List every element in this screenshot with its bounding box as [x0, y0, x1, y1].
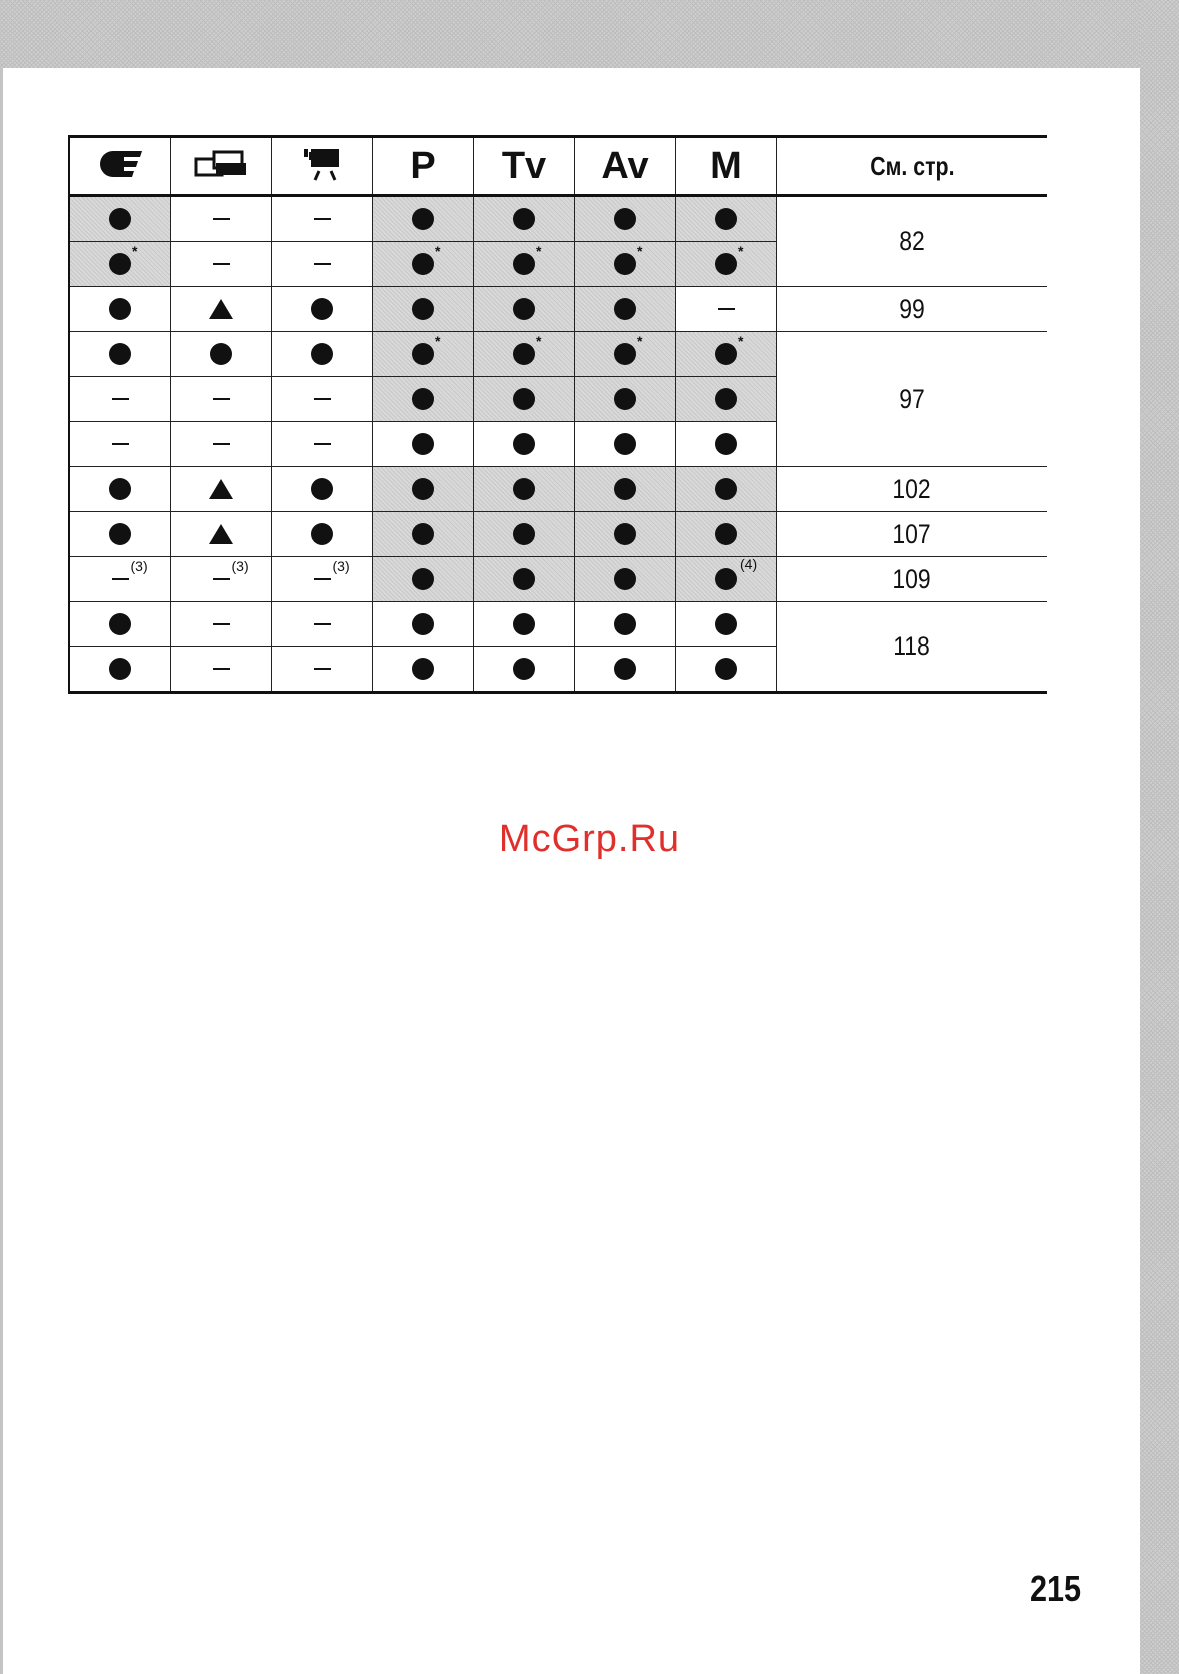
table-row — [69, 512, 1047, 557]
cell-symbol — [412, 333, 441, 365]
asterisk-mark: * — [536, 333, 542, 349]
cell-symbol — [715, 333, 744, 365]
asterisk-mark: * — [637, 333, 643, 349]
cell-symbol — [715, 478, 737, 500]
table-cell — [171, 467, 272, 512]
table-cell — [69, 377, 171, 422]
see-page-number: 82 — [899, 226, 925, 256]
available-dot-icon — [513, 298, 535, 320]
table-cell — [69, 422, 171, 467]
table-cell — [676, 557, 777, 602]
unavailable-dash-icon — [112, 443, 129, 445]
available-dot-icon — [109, 298, 131, 320]
footnote-mark: (3) — [231, 558, 249, 574]
available-dot-icon — [715, 658, 737, 680]
table-cell — [272, 242, 373, 287]
table-row — [69, 332, 1047, 377]
table-cell — [676, 377, 777, 422]
available-dot-icon — [412, 208, 434, 230]
available-dot-icon — [412, 568, 434, 590]
unavailable-dash-icon — [112, 398, 129, 400]
unavailable-dash-icon — [213, 578, 230, 580]
available-dot-icon — [513, 568, 535, 590]
table-cell — [373, 467, 474, 512]
table-cell — [272, 377, 373, 422]
available-dot-icon — [715, 613, 737, 635]
col-movie — [272, 137, 373, 196]
table-cell — [373, 422, 474, 467]
asterisk-mark: * — [536, 243, 542, 259]
cell-symbol — [614, 568, 636, 590]
table-cell — [373, 377, 474, 422]
triangle-icon — [209, 299, 233, 319]
see-page-number: 107 — [892, 518, 932, 549]
cell-symbol — [513, 478, 535, 500]
available-dot-icon — [109, 208, 131, 230]
cell-symbol — [513, 388, 535, 410]
col-see-page: См. стр. — [777, 137, 1048, 196]
available-dot-icon — [614, 298, 636, 320]
table-cell — [373, 332, 474, 377]
table-cell — [676, 332, 777, 377]
table-cell — [171, 242, 272, 287]
table-row — [69, 467, 1047, 512]
full-auto-mode-icon — [94, 149, 146, 179]
table-cell — [575, 467, 676, 512]
table-cell — [171, 602, 272, 647]
available-dot-icon — [109, 523, 131, 545]
asterisk-mark: * — [435, 333, 441, 349]
table-cell — [676, 602, 777, 647]
table-cell — [272, 557, 373, 602]
available-dot-icon — [513, 433, 535, 455]
table-cell — [69, 512, 171, 557]
table-cell — [272, 512, 373, 557]
table-cell — [474, 332, 575, 377]
col-p: P — [373, 137, 474, 196]
scan-left-edge — [0, 68, 3, 1674]
cell-symbol — [718, 300, 735, 318]
table-cell — [474, 377, 575, 422]
available-dot-icon — [412, 343, 434, 365]
see-page-number: 109 — [892, 563, 932, 594]
cell-symbol — [513, 613, 535, 635]
table-cell — [575, 557, 676, 602]
table-cell — [171, 196, 272, 242]
see-page-cell — [777, 196, 1048, 287]
cell-symbol — [314, 255, 331, 273]
table-cell — [373, 287, 474, 332]
cell-symbol — [314, 615, 331, 633]
table-cell — [69, 602, 171, 647]
page-number: 215 — [1030, 1568, 1082, 1609]
table-cell — [69, 557, 171, 602]
cell-symbol — [614, 478, 636, 500]
cell-symbol — [314, 558, 350, 588]
movie-camera-icon — [301, 147, 343, 181]
available-dot-icon — [109, 478, 131, 500]
cell-symbol — [109, 478, 131, 500]
unavailable-dash-icon — [213, 668, 230, 670]
cell-symbol — [614, 243, 643, 275]
table-cell — [171, 332, 272, 377]
cell-symbol — [112, 390, 129, 408]
cell-symbol — [109, 343, 131, 365]
see-page-cell — [777, 557, 1048, 602]
cell-symbol — [109, 243, 138, 275]
available-dot-icon — [412, 478, 434, 500]
table-cell — [272, 287, 373, 332]
table-cell — [69, 647, 171, 693]
available-dot-icon — [715, 433, 737, 455]
table-cell — [474, 422, 575, 467]
cell-symbol — [412, 568, 434, 590]
cell-symbol — [213, 390, 230, 408]
cell-symbol — [412, 523, 434, 545]
cell-symbol — [314, 435, 331, 453]
available-dot-icon — [715, 253, 737, 275]
unavailable-dash-icon — [213, 623, 230, 625]
table-cell — [474, 602, 575, 647]
table-cell — [171, 557, 272, 602]
cell-symbol — [209, 299, 233, 319]
table-cell — [474, 557, 575, 602]
available-dot-icon — [412, 388, 434, 410]
cell-symbol — [112, 558, 148, 588]
table-cell — [373, 557, 474, 602]
table-cell — [272, 422, 373, 467]
table-cell — [575, 332, 676, 377]
unavailable-dash-icon — [718, 308, 735, 310]
cell-symbol — [614, 388, 636, 410]
table-cell — [575, 377, 676, 422]
available-dot-icon — [412, 658, 434, 680]
table-cell — [272, 602, 373, 647]
table-cell — [171, 512, 272, 557]
see-page-number: 99 — [899, 293, 925, 324]
cell-symbol — [614, 208, 636, 230]
available-dot-icon — [412, 613, 434, 635]
cell-symbol — [513, 333, 542, 365]
footnote-mark: (4) — [740, 556, 758, 572]
table-cell — [272, 647, 373, 693]
cell-symbol — [715, 523, 737, 545]
table-cell — [69, 196, 171, 242]
unavailable-dash-icon — [314, 398, 331, 400]
table-cell — [474, 467, 575, 512]
see-page-cell — [777, 512, 1048, 557]
cell-symbol — [213, 435, 230, 453]
see-page-number: 97 — [899, 383, 925, 414]
available-dot-icon — [210, 343, 232, 365]
table-cell — [373, 242, 474, 287]
table-cell — [171, 647, 272, 693]
cell-symbol — [311, 343, 333, 365]
table-cell — [272, 467, 373, 512]
available-dot-icon — [715, 208, 737, 230]
footnote-mark: (3) — [130, 558, 148, 574]
available-dot-icon — [513, 523, 535, 545]
unavailable-dash-icon — [213, 398, 230, 400]
cell-symbol — [715, 613, 737, 635]
watermark: McGrp.Ru — [498, 818, 681, 860]
cell-symbol — [314, 660, 331, 678]
table-cell — [474, 512, 575, 557]
table-cell — [272, 332, 373, 377]
triangle-icon — [209, 479, 233, 499]
available-dot-icon — [715, 568, 737, 590]
cell-symbol — [715, 208, 737, 230]
see-page-number: 118 — [893, 631, 931, 661]
available-dot-icon — [614, 478, 636, 500]
cell-symbol — [412, 613, 434, 635]
see-page-cell — [777, 602, 1048, 693]
table-row — [69, 557, 1047, 602]
table-cell — [575, 196, 676, 242]
see-page-cell — [777, 287, 1048, 332]
table-cell — [171, 377, 272, 422]
table-cell — [676, 467, 777, 512]
table-cell — [373, 512, 474, 557]
asterisk-mark: * — [132, 243, 138, 259]
table-cell — [69, 287, 171, 332]
available-dot-icon — [614, 613, 636, 635]
cell-symbol — [513, 208, 535, 230]
unavailable-dash-icon — [213, 443, 230, 445]
col-av: Av — [575, 137, 676, 196]
cell-symbol — [412, 478, 434, 500]
table-cell — [171, 422, 272, 467]
table-cell — [676, 512, 777, 557]
available-dot-icon — [614, 388, 636, 410]
available-dot-icon — [513, 658, 535, 680]
table-cell — [474, 196, 575, 242]
available-dot-icon — [715, 388, 737, 410]
table-cell — [676, 647, 777, 693]
table-cell — [272, 196, 373, 242]
col-stitch-assist — [171, 137, 272, 196]
asterisk-mark: * — [738, 243, 744, 259]
available-dot-icon — [412, 433, 434, 455]
cell-symbol — [614, 298, 636, 320]
available-dot-icon — [614, 253, 636, 275]
cell-symbol — [213, 660, 230, 678]
cell-symbol — [412, 298, 434, 320]
cell-symbol — [715, 243, 744, 275]
available-dot-icon — [513, 208, 535, 230]
col-tv: Tv — [474, 137, 575, 196]
table-cell — [575, 422, 676, 467]
table-cell — [575, 647, 676, 693]
table-cell — [676, 196, 777, 242]
cell-symbol — [210, 343, 232, 365]
table-body — [69, 196, 1047, 693]
available-dot-icon — [109, 613, 131, 635]
table-cell — [373, 602, 474, 647]
cell-symbol — [715, 658, 737, 680]
available-dot-icon — [109, 658, 131, 680]
cell-symbol — [715, 556, 758, 590]
available-dot-icon — [614, 433, 636, 455]
table-cell — [69, 332, 171, 377]
see-page-number: 102 — [892, 473, 932, 504]
available-dot-icon — [311, 523, 333, 545]
cell-symbol — [412, 433, 434, 455]
cell-symbol — [614, 523, 636, 545]
table-cell — [676, 287, 777, 332]
available-dot-icon — [715, 478, 737, 500]
triangle-icon — [209, 524, 233, 544]
cell-symbol — [513, 243, 542, 275]
table-cell — [69, 467, 171, 512]
table-cell — [474, 647, 575, 693]
cell-symbol — [209, 524, 233, 544]
cell-symbol — [311, 523, 333, 545]
table-cell — [676, 242, 777, 287]
cell-symbol — [109, 658, 131, 680]
available-dot-icon — [311, 298, 333, 320]
cell-symbol — [213, 210, 230, 228]
cell-symbol — [513, 658, 535, 680]
scan-top-band — [0, 0, 1179, 68]
unavailable-dash-icon — [314, 668, 331, 670]
asterisk-mark: * — [738, 333, 744, 349]
available-dot-icon — [513, 388, 535, 410]
available-dot-icon — [715, 523, 737, 545]
col-auto-mode — [69, 137, 171, 196]
available-dot-icon — [513, 253, 535, 275]
cell-symbol — [513, 568, 535, 590]
unavailable-dash-icon — [314, 623, 331, 625]
cell-symbol — [412, 388, 434, 410]
available-dot-icon — [513, 343, 535, 365]
table-cell — [171, 287, 272, 332]
col-m: M — [676, 137, 777, 196]
cell-symbol — [412, 658, 434, 680]
table-row — [69, 196, 1047, 242]
cell-symbol — [109, 523, 131, 545]
cell-symbol — [715, 433, 737, 455]
cell-symbol — [412, 243, 441, 275]
unavailable-dash-icon — [314, 218, 331, 220]
cell-symbol — [109, 298, 131, 320]
available-dot-icon — [412, 253, 434, 275]
asterisk-mark: * — [435, 243, 441, 259]
available-dot-icon — [715, 343, 737, 365]
footnote-mark: (3) — [332, 558, 350, 574]
cell-symbol — [715, 388, 737, 410]
table-row — [69, 602, 1047, 647]
available-dot-icon — [311, 343, 333, 365]
cell-symbol — [209, 479, 233, 499]
cell-symbol — [112, 435, 129, 453]
table-cell — [575, 512, 676, 557]
table-header-row — [69, 137, 1047, 196]
available-dot-icon — [614, 568, 636, 590]
cell-symbol — [314, 210, 331, 228]
unavailable-dash-icon — [112, 578, 129, 580]
cell-symbol — [614, 433, 636, 455]
table-cell — [474, 287, 575, 332]
unavailable-dash-icon — [213, 218, 230, 220]
available-dot-icon — [614, 658, 636, 680]
cell-symbol — [213, 615, 230, 633]
available-dot-icon — [412, 523, 434, 545]
table-cell — [373, 196, 474, 242]
see-page-cell — [777, 332, 1048, 467]
table-cell — [575, 287, 676, 332]
available-dot-icon — [109, 253, 131, 275]
table-row — [69, 287, 1047, 332]
cell-symbol — [614, 658, 636, 680]
table-cell — [69, 242, 171, 287]
cell-symbol — [109, 613, 131, 635]
available-dot-icon — [109, 343, 131, 365]
available-dot-icon — [614, 343, 636, 365]
available-dot-icon — [513, 478, 535, 500]
table-cell — [373, 647, 474, 693]
table-cell — [474, 242, 575, 287]
see-page-cell — [777, 467, 1048, 512]
cell-symbol — [314, 390, 331, 408]
available-dot-icon — [412, 298, 434, 320]
available-dot-icon — [311, 478, 333, 500]
cell-symbol — [513, 433, 535, 455]
cell-symbol — [109, 208, 131, 230]
cell-symbol — [614, 613, 636, 635]
table-cell — [676, 422, 777, 467]
asterisk-mark: * — [637, 243, 643, 259]
table-cell — [575, 602, 676, 647]
cell-symbol — [213, 255, 230, 273]
cell-symbol — [614, 333, 643, 365]
cell-symbol — [311, 478, 333, 500]
unavailable-dash-icon — [213, 263, 230, 265]
cell-symbol — [513, 523, 535, 545]
available-dot-icon — [614, 208, 636, 230]
cell-symbol — [513, 298, 535, 320]
stitch-assist-icon — [194, 149, 248, 179]
cell-symbol — [213, 558, 249, 588]
available-dot-icon — [513, 613, 535, 635]
cell-symbol — [311, 298, 333, 320]
function-availability-table — [68, 135, 1047, 694]
available-dot-icon — [614, 523, 636, 545]
cell-symbol — [412, 208, 434, 230]
table-cell — [575, 242, 676, 287]
unavailable-dash-icon — [314, 578, 331, 580]
unavailable-dash-icon — [314, 443, 331, 445]
unavailable-dash-icon — [314, 263, 331, 265]
